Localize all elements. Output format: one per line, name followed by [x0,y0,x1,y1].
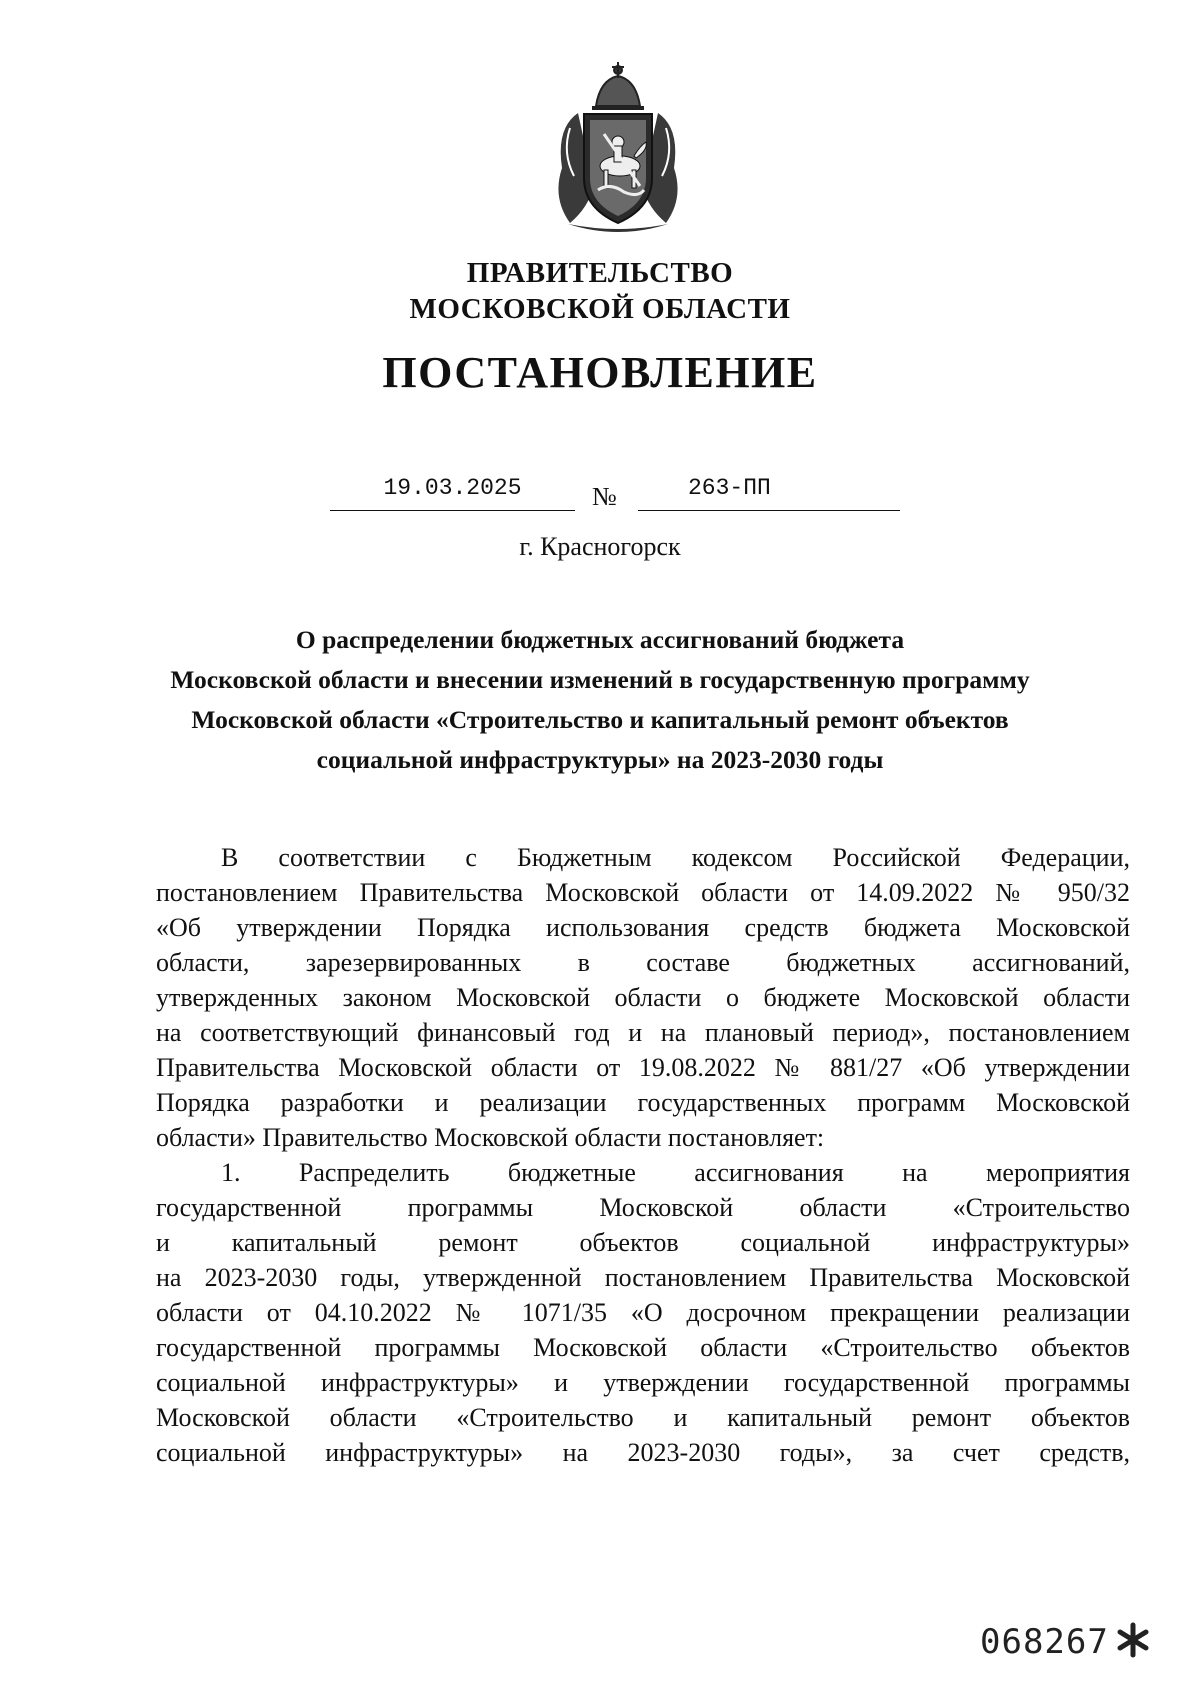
serial-number: 068267 [980,1622,1109,1662]
body-line: социальной инфраструктуры» и утверждении государственной программы [156,1368,1130,1397]
body-line: области от 04.10.2022 № 1071/35 «О досрочном прекращении реализации [156,1298,1130,1327]
body-line: на 2023-2030 годы, утвержденной постановлением Правительства Московской [156,1263,1130,1292]
document-date: 19.03.2025 [330,474,575,511]
organization-name-line-2: МОСКОВСКОЙ ОБЛАСТИ [409,293,791,325]
body-line: В соответствии с Бюджетным кодексом Российской Федерации, [221,843,1130,872]
body-line: Правительства Московской области от 19.08.2022 № 881/27 «Об утверждении [156,1053,1130,1082]
body-line: и капитальный ремонт объектов социальной инфраструктуры» [156,1228,1130,1257]
body-line: Порядка разработки и реализации государственных программ Московской [156,1088,1130,1117]
document-type-title: ПОСТАНОВЛЕНИЕ [382,348,818,397]
asterisk-icon [1113,1620,1153,1660]
body-line: государственной программы Московской области «Строительство объектов [156,1333,1130,1362]
body-line: области, зарезервированных в составе бюджетных ассигнований, [156,948,1130,977]
place-of-issue: г. Красногорск [519,532,681,561]
body-line: постановлением Правительства Московской области от 14.09.2022 № 950/32 [156,878,1130,907]
coat-of-arms-icon [548,58,688,238]
registration-row [330,474,900,514]
subject-line-4: социальной инфраструктуры» на 2023-2030 годы [316,745,884,774]
subject-line-3: Московской области «Строительство и капитальный ремонт объектов [191,705,1009,734]
body-line: утвержденных законом Московской области о бюджете Московской области [156,983,1130,1012]
document-number: 263-ПП [688,475,771,501]
number-sign: № [592,482,617,511]
organization-name-line-1: ПРАВИТЕЛЬСТВО [466,257,734,289]
body-line: 1. Распределить бюджетные ассигнования на мероприятия [221,1158,1130,1187]
body-line: государственной программы Московской области «Строительство [156,1193,1130,1222]
body-line: области» Правительство Московской области постановляет: [156,1123,825,1152]
body-line: социальной инфраструктуры» на 2023-2030 годы», за счет средств, [156,1438,1130,1467]
body-line: «Об утверждении Порядка использования средств бюджета Московской [156,913,1130,942]
subject-line-1: О распределении бюджетных ассигнований бюджета [295,625,905,654]
body-line: на соответствующий финансовый год и на плановый период», постановлением [156,1018,1130,1047]
body-line: Московской области «Строительство и капитальный ремонт объектов [156,1403,1130,1432]
subject-line-2: Московской области и внесении изменений в государственную программу [170,665,1030,694]
document-number-field [638,474,900,511]
